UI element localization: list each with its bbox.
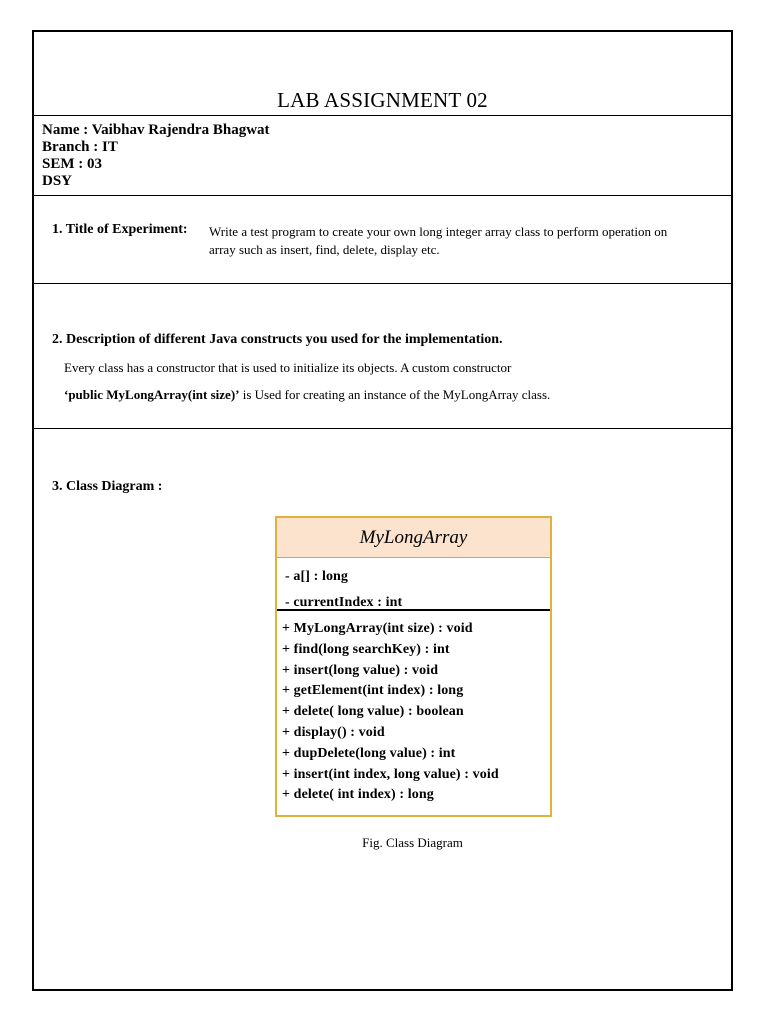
document-page <box>32 30 733 991</box>
figure-caption: Fig. Class Diagram <box>362 835 463 850</box>
page-title: LAB ASSIGNMENT 02 <box>277 88 488 112</box>
uml-class-name: MyLongArray <box>277 518 550 558</box>
uml-class-box <box>275 516 552 817</box>
uml-method: + dupDelete(long value) : int <box>282 745 456 761</box>
uml-attribute: - a[] : long <box>285 569 349 584</box>
uml-method: + delete( long value) : boolean <box>282 704 464 720</box>
description-line-2-rest: is Used for creating an instance of the MyLongArray class. <box>239 387 551 402</box>
student-sem: SEM : 03 <box>42 156 102 172</box>
description-line-2 <box>64 387 550 403</box>
description-line-1: Every class has a constructor that is used to initialize its objects. A custom constructor <box>64 360 512 375</box>
description-heading: 2. Description of different Java constructs you used for the implementation. <box>52 332 503 347</box>
uml-method: + MyLongArray(int size) : void <box>282 621 473 636</box>
student-name: Name : Vaibhav Rajendra Bhagwat <box>42 122 270 138</box>
subject-code: DSY <box>42 173 73 189</box>
uml-attributes <box>277 558 550 611</box>
class-diagram-section <box>34 429 731 989</box>
title-section <box>34 32 731 116</box>
student-branch: Branch : IT <box>42 139 118 155</box>
uml-method: + display() : void <box>282 724 385 740</box>
uml-methods <box>277 611 550 806</box>
constructor-signature: ‘public MyLongArray(int size)’ <box>64 387 240 402</box>
experiment-title-text <box>209 223 714 259</box>
uml-attribute: - currentIndex : int <box>285 595 403 610</box>
uml-method: + delete( int index) : long <box>282 787 434 803</box>
uml-method: + insert(long value) : void <box>282 662 439 678</box>
uml-method: + find(long searchKey) : int <box>282 641 450 657</box>
experiment-title-line-1: Write a test program to create your own long integer array class to perform operation on <box>209 224 668 239</box>
description-section <box>34 284 731 429</box>
experiment-title-line-2: array such as insert, find, delete, display etc. <box>209 242 440 257</box>
student-info-section <box>34 116 731 196</box>
uml-method: + getElement(int index) : long <box>282 683 464 699</box>
uml-method: + insert(int index, long value) : void <box>282 766 499 782</box>
experiment-title-section <box>34 196 731 284</box>
experiment-title-heading: 1. Title of Experiment: <box>52 222 188 237</box>
class-diagram-heading: 3. Class Diagram : <box>52 479 163 494</box>
